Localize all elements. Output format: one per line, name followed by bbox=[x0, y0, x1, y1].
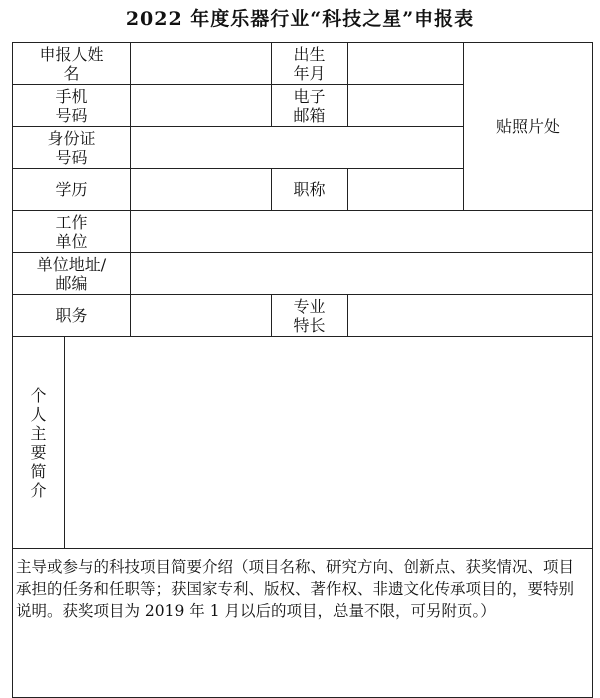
title-rank-label: 职称 bbox=[293, 180, 326, 199]
birth-label: 出生年月 bbox=[293, 44, 326, 83]
address-label: 单位地址/邮编 bbox=[36, 254, 107, 293]
education-field[interactable] bbox=[130, 168, 272, 211]
workplace-field[interactable] bbox=[130, 210, 593, 253]
photo-label: 贴照片处 bbox=[495, 117, 560, 136]
name-field[interactable] bbox=[130, 42, 272, 85]
birth-field[interactable] bbox=[347, 42, 464, 85]
email-field[interactable] bbox=[347, 84, 464, 127]
email-label: 电子邮箱 bbox=[293, 86, 326, 125]
education-label: 学历 bbox=[55, 180, 88, 199]
phone-label: 手机号码 bbox=[55, 86, 88, 125]
name-label: 申报人姓名 bbox=[39, 44, 104, 83]
phone-field[interactable] bbox=[130, 84, 272, 127]
id-number-field[interactable] bbox=[130, 126, 464, 169]
id-number-label: 身份证号码 bbox=[47, 128, 96, 167]
specialty-label: 专业特长 bbox=[293, 296, 326, 335]
intro-field[interactable] bbox=[64, 336, 593, 549]
position-label: 职务 bbox=[55, 306, 88, 325]
intro-label: 个人主要简介 bbox=[30, 385, 47, 500]
workplace-label: 工作单位 bbox=[55, 212, 88, 251]
form-title: 2022 年度乐器行业“科技之星”申报表 bbox=[125, 8, 475, 30]
projects-note: 主导或参与的科技项目简要介绍（项目名称、研究方向、创新点、获奖情况、项目承担的任务和任职等；获国家专利、版权、著作权、非遗文化传承项目的，要特别说明。获奖项目为 2019 年 1 月以后的项目，总量不限，可另附页。） bbox=[16, 558, 575, 620]
position-field[interactable] bbox=[130, 294, 272, 337]
specialty-field[interactable] bbox=[347, 294, 593, 337]
title-rank-field[interactable] bbox=[347, 168, 464, 211]
address-field[interactable] bbox=[130, 252, 593, 295]
